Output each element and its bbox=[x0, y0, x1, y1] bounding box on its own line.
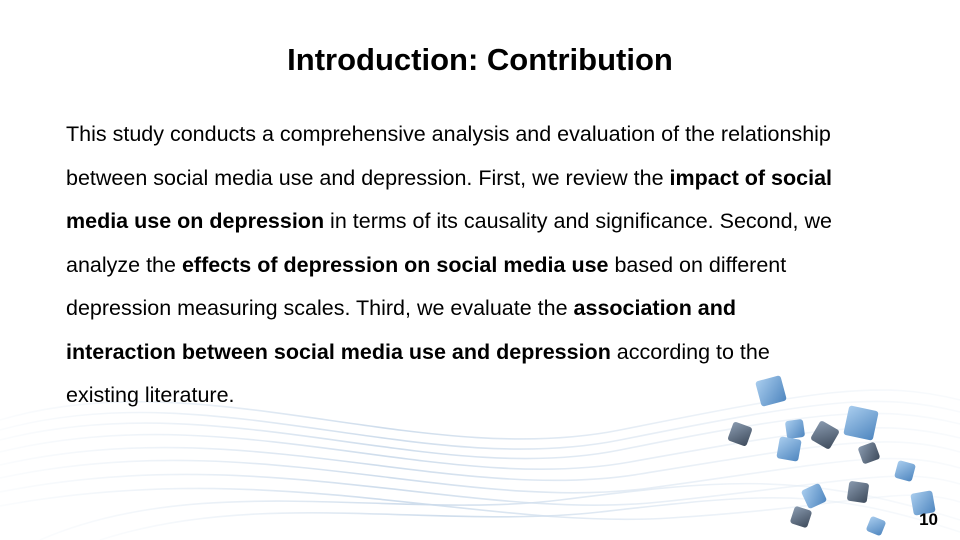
slide-title: Introduction: Contribution bbox=[287, 42, 673, 77]
body-paragraph bbox=[66, 113, 936, 418]
emphasis-media-use-on-depression: media use on depression bbox=[66, 209, 325, 233]
emphasis-interaction-between: interaction between social media use and depression bbox=[66, 339, 611, 364]
body-text-line-1: This study conducts a comprehensive analysis and evaluation of the relationship bbox=[66, 122, 831, 146]
body-text-segment: analyze the bbox=[66, 252, 182, 277]
body-text-line-7: existing literature. bbox=[66, 383, 235, 407]
body-text-segment: based on different bbox=[608, 252, 787, 277]
body-text-segment: in terms of its causality and significance. Second, we bbox=[324, 209, 832, 233]
body-text-segment: between social media use and depression. First, we review the bbox=[66, 165, 670, 190]
emphasis-effects-of-depression: effects of depression on social media use bbox=[181, 252, 609, 277]
emphasis-association-and: association and bbox=[573, 296, 737, 320]
body-text-segment: according to the bbox=[610, 339, 770, 364]
page-number: 10 bbox=[919, 510, 938, 529]
body-text-segment: depression measuring scales. Third, we evaluate the bbox=[66, 296, 574, 320]
emphasis-impact-of-social: impact of social bbox=[669, 165, 833, 190]
